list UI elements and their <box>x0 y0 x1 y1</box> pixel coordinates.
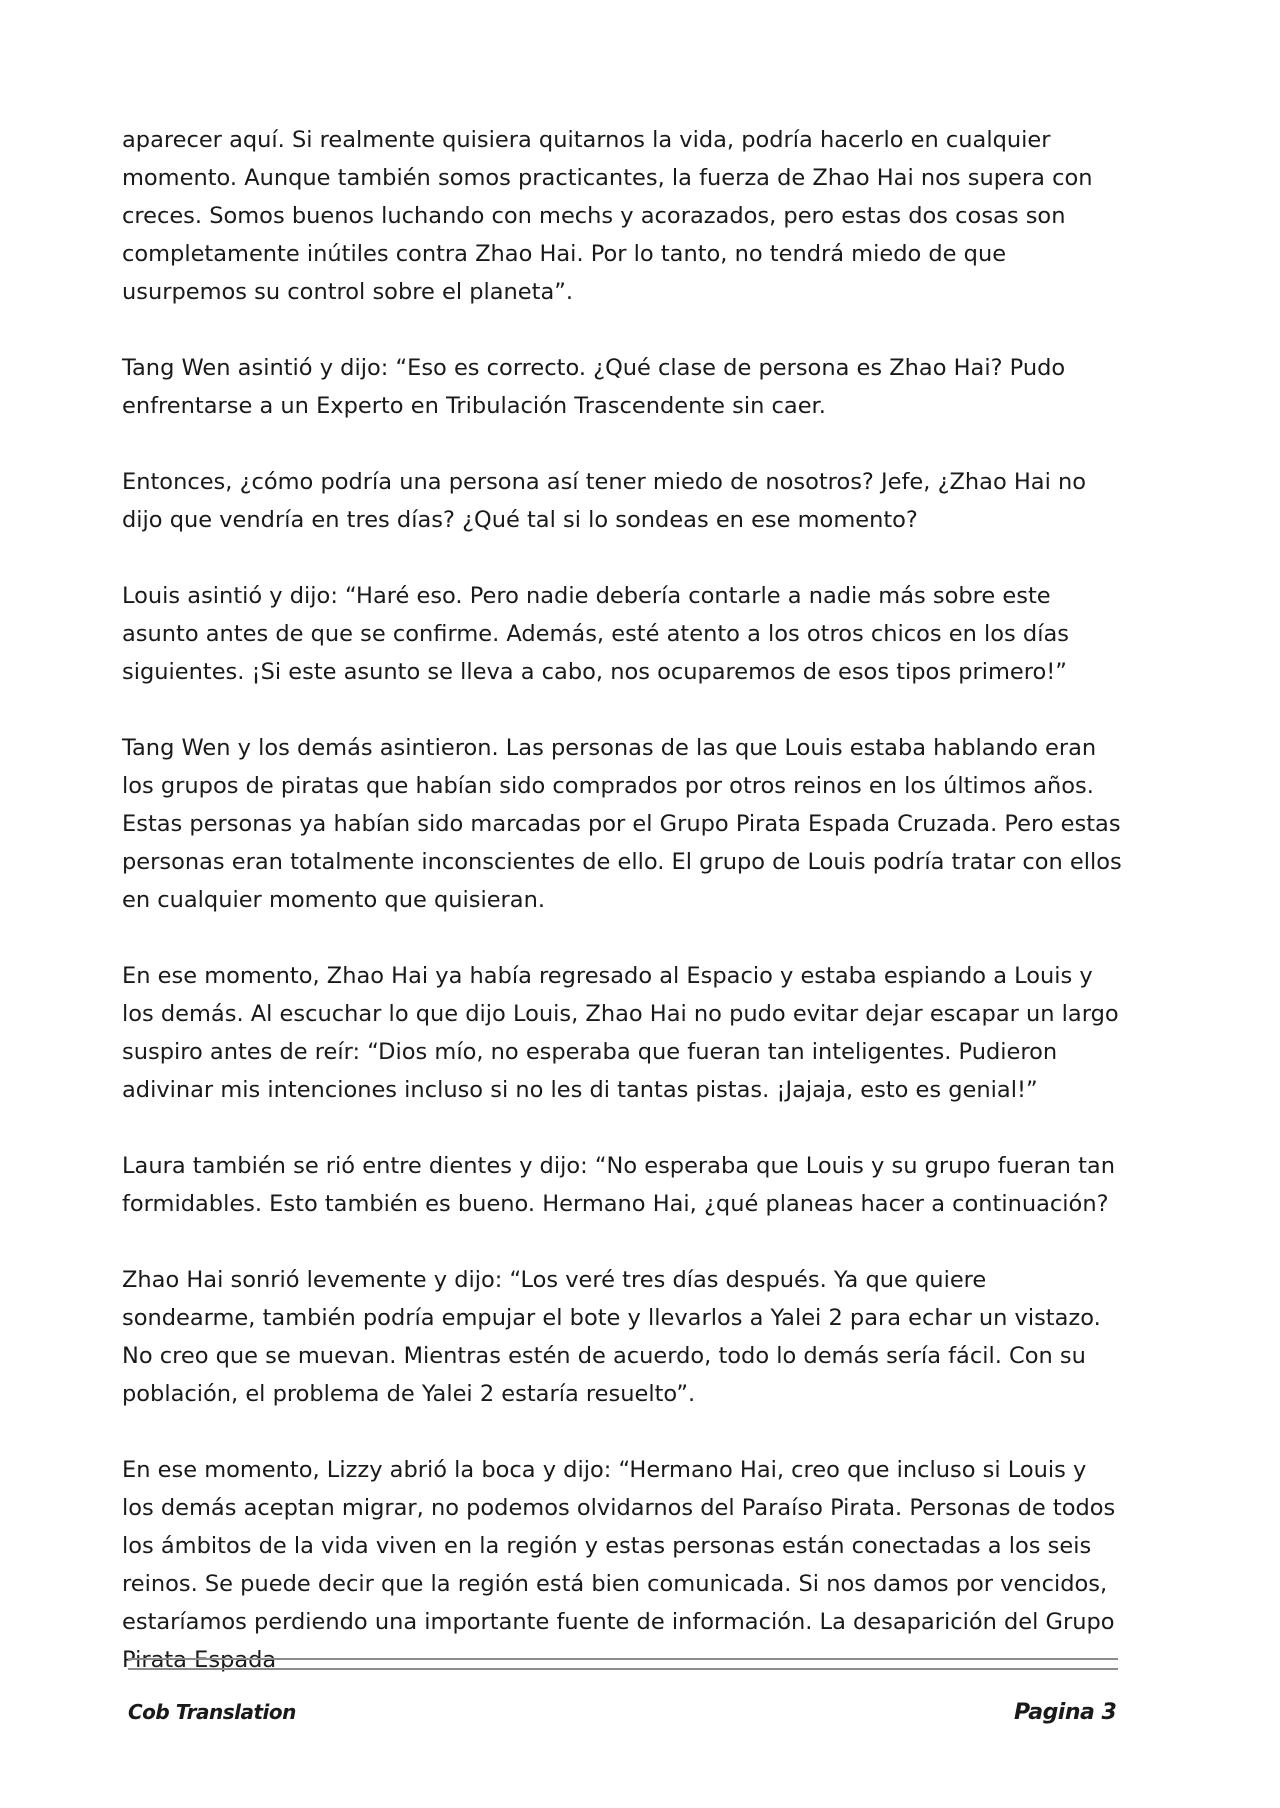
paragraph: Zhao Hai sonrió levemente y dijo: “Los veré tres días después. Ya que quiere sondearme, también podría empujar el bote y llevarlos a Yalei 2 para echar un vistazo. No creo que se muevan. Mientras estén de acuerdo, todo lo demás sería fácil. Con su población, el problema de Yalei 2 estaría resuelto”. <box>122 1267 1101 1407</box>
footer-divider <box>128 1658 1118 1660</box>
paragraph: aparecer aquí. Si realmente quisiera quitarnos la vida, podría hacerlo en cualquier momento. Aunque también somos practicantes, la fuerza de Zhao Hai nos supera con creces. Somos buenos luchando con mechs y acorazados, pero estas dos cosas son completamente inútiles contra Zhao Hai. Por lo tanto, no tendrá miedo de que usurpemos su control sobre el planeta”. <box>122 127 1093 305</box>
body-text <box>122 121 1122 1717</box>
paragraph: Louis asintió y dijo: “Haré eso. Pero nadie debería contarle a nadie más sobre este asunto antes de que se confirme. Además, esté atento a los otros chicos en los días siguientes. ¡Si este asunto se lleva a cabo, nos ocuparemos de esos tipos primero!” <box>122 583 1069 685</box>
paragraph: Laura también se rió entre dientes y dijo: “No esperaba que Louis y su grupo fueran tan formidables. Esto también es bueno. Hermano Hai, ¿qué planeas hacer a continuación? <box>122 1153 1115 1217</box>
footer-credit: Cob Translation <box>128 1700 296 1724</box>
paragraph: Tang Wen y los demás asintieron. Las personas de las que Louis estaba hablando eran los grupos de piratas que habían sido comprados por otros reinos en los últimos años. Estas personas ya habían sido marcadas por el Grupo Pirata Espada Cruzada. Pero estas personas eran totalmente inconscientes de ello. El grupo de Louis podría tratar con ellos en cualquier momento que quisieran. <box>122 735 1122 913</box>
paragraph: En ese momento, Zhao Hai ya había regresado al Espacio y estaba espiando a Louis y los demás. Al escuchar lo que dijo Louis, Zhao Hai no pudo evitar dejar escapar un largo suspiro antes de reír: “Dios mío, no esperaba que fueran tan inteligentes. Pudieron adivinar mis intenciones incluso si no les di tantas pistas. ¡Jajaja, esto es genial!” <box>122 963 1119 1103</box>
footer-divider <box>128 1668 1118 1670</box>
paragraph: Tang Wen asintió y dijo: “Eso es correcto. ¿Qué clase de persona es Zhao Hai? Pudo enfrentarse a un Experto en Tribulación Trascendente sin caer. <box>122 355 1066 419</box>
paragraph: Entonces, ¿cómo podría una persona así tener miedo de nosotros? Jefe, ¿Zhao Hai no dijo que vendría en tres días? ¿Qué tal si lo sondeas en ese momento? <box>122 469 1087 533</box>
paragraph: En ese momento, Lizzy abrió la boca y dijo: “Hermano Hai, creo que incluso si Louis y los demás aceptan migrar, no podemos olvidarnos del Paraíso Pirata. Personas de todos los ámbitos de la vida viven en la región y estas personas están conectadas a los seis reinos. Se puede decir que la región está bien comunicada. Si nos damos por vencidos, estaríamos perdiendo una importante fuente de información. La desaparición del Grupo Pirata Espada <box>122 1457 1116 1673</box>
page-number: Pagina 3 <box>1014 1700 1117 1725</box>
